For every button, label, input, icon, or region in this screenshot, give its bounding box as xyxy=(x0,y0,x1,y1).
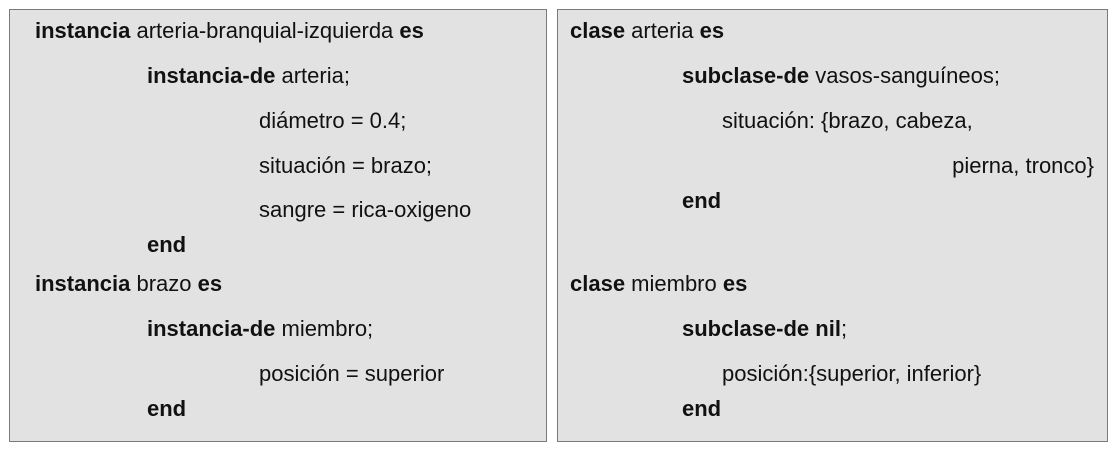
code-line xyxy=(682,316,847,342)
keyword: clase xyxy=(570,271,626,296)
code-text: arteria; xyxy=(275,63,350,88)
keyword: nil xyxy=(815,316,841,341)
keyword: clase xyxy=(570,18,626,43)
keyword: es xyxy=(399,18,424,43)
code-text: vasos-sanguíneos; xyxy=(809,63,1000,88)
code-text: ; xyxy=(840,316,848,341)
keyword: subclase-de xyxy=(682,63,810,88)
code-line xyxy=(147,63,350,89)
code-text: miembro xyxy=(625,271,723,296)
keyword: es xyxy=(722,271,748,296)
code-line xyxy=(35,271,222,297)
code-line: end xyxy=(147,232,187,257)
code-line: end xyxy=(682,396,722,421)
code-line: situación: {brazo, cabeza, xyxy=(722,108,973,133)
code-line: posición:{superior, inferior} xyxy=(722,361,982,386)
keyword: es xyxy=(699,18,725,43)
code-line: end xyxy=(147,396,187,421)
keyword: subclase-de xyxy=(682,316,810,341)
code-line: posición = superior xyxy=(259,361,445,386)
code-text: arteria-branquial-izquierda xyxy=(130,18,400,43)
keyword: instancia xyxy=(35,271,131,296)
code-line: end xyxy=(682,188,722,213)
keyword: instancia-de xyxy=(147,63,276,88)
code-line xyxy=(570,271,747,297)
keyword: instancia-de xyxy=(147,316,276,341)
code-text: arteria xyxy=(625,18,700,43)
code-line xyxy=(35,18,424,44)
code-line: pierna, tronco} xyxy=(952,153,1094,178)
code-line xyxy=(682,63,1000,89)
code-line: sangre = rica-oxigeno xyxy=(259,197,472,222)
code-line xyxy=(570,18,724,44)
keyword: instancia xyxy=(35,18,131,43)
keyword: es xyxy=(197,271,223,296)
classes-code-panel xyxy=(557,9,1108,442)
code-line: situación = brazo; xyxy=(259,153,433,178)
code-text: brazo xyxy=(130,271,198,296)
code-line: diámetro = 0.4; xyxy=(259,108,407,133)
code-text: miembro; xyxy=(275,316,374,341)
instances-code-panel xyxy=(9,9,547,442)
code-line xyxy=(147,316,373,342)
